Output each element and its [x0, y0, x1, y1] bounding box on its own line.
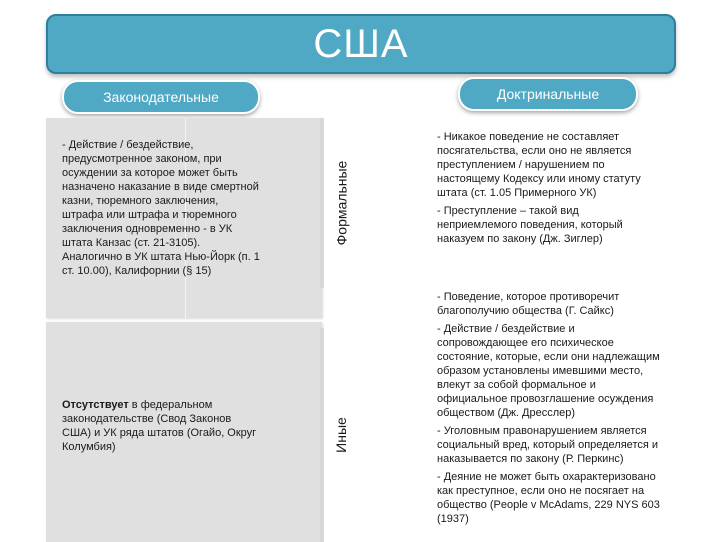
header-legislative	[62, 80, 260, 114]
page-title: США	[313, 21, 409, 66]
legislative-other-rest: в федеральном законодательстве (Свод Законов США) и УК ряда штатов (Огайо, Округ Колумбия)	[62, 399, 257, 453]
header-doctrinal-label: Доктринальные	[496, 86, 600, 102]
doctrinal-formal-item: - Преступление – такой вид неприемлемого поведения, который наказуем по закону (Дж. Зиглер)	[437, 205, 623, 245]
legislative-other-bold: Отсутствует	[62, 399, 129, 411]
side-label-other-text: Иные	[333, 417, 349, 453]
header-legislative-label: Законодательные	[103, 89, 219, 105]
side-label-formal-text: Формальные	[333, 160, 350, 246]
doctrinal-other-item: - Деяние не может быть охарактеризовано как преступное, если оно не посягает на общество (People v McAdams, 229 NYS 603 (1937)	[437, 471, 660, 525]
doctrinal-other-item: - Действие / бездействие и сопровождающее его психическое состояние, которые, если они надлежащим образом установлены имевшими место, влекут за собой формальное и официальное провозглашение осуждения обществом (Дж. Дресслер)	[437, 323, 660, 419]
legislative-formal-text: - Действие / бездействие, предусмотренное законом, при осуждении за которое может быть назначено наказание в виде смертной казни, тюремного заключения, штрафа или штрафа и тюремного заключения одновременно - в УК штата Канзас (ст. 21-3105). Аналогично в УК штата Нью-Йорк (п. 1 ст. 10.00), Калифорнии (§ 15)	[62, 139, 260, 277]
doctrinal-other-item: - Уголовным правонарушением является социальный вред, который определяется и наказывается по закону (Р. Перкинс)	[437, 425, 659, 465]
doctrinal-formal-list	[437, 130, 709, 250]
title-banner	[46, 14, 676, 74]
doctrinal-formal-item: - Никакое поведение не составляет посягательства, если оно не является преступлением / нарушением по настоящему Кодексу или иному статуту штата (ст. 1.05 Примерного УК)	[437, 131, 641, 199]
doctrinal-other-item: - Поведение, которое противоречит благополучию общества (Г. Сайкс)	[437, 291, 620, 317]
legislative-other-text	[62, 398, 312, 454]
side-label-other	[324, 328, 358, 542]
header-doctrinal	[458, 77, 638, 111]
side-label-formal	[324, 118, 358, 288]
doctrinal-other-list	[437, 290, 709, 530]
